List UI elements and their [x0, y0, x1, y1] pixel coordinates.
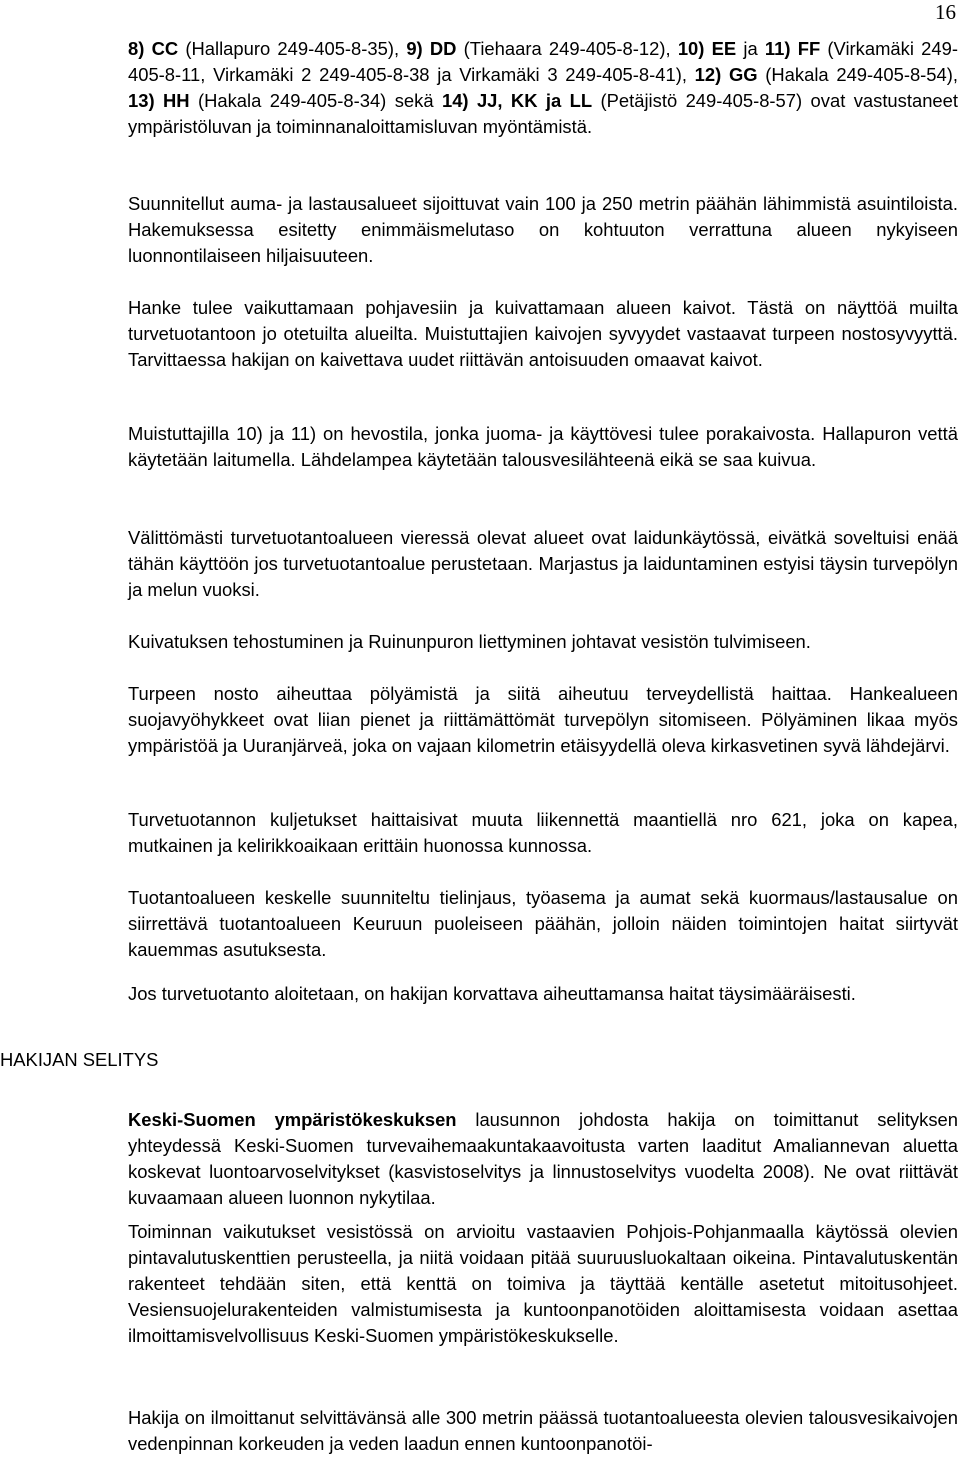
paragraph [128, 981, 958, 1007]
text-run: Hakija on ilmoittanut selvittävänsä alle 300 metrin päässä tuotantoalueesta olevien talousvesikaivojen vedenpinnan korkeuden ja veden laadun ennen kuntoonpanotöi- [128, 1407, 958, 1454]
bold-text-run: 12) GG [694, 64, 758, 85]
text-run: Hanke tulee vaikuttamaan pohjavesiin ja kuivattamaan alueen kaivot. Tästä on näyttöä muilta turvetuotantoon jo otetuilta alueilta. Muistuttajien kaivojen syvyydet vastaavat turpeen nostosyvyyttä. Tarvittaessa hakijan on kaivettava uudet riittävän antoisuuden omaavat kaivot. [128, 297, 958, 370]
bold-text-run: 10) EE [677, 38, 737, 59]
text-run: Turvetuotannon kuljetukset haittaisivat muuta liikennettä maantiellä nro 621, joka on kapea, mutkainen ja kelirikkoaikaan erittäin huonossa kunnossa. [128, 809, 958, 856]
paragraph [128, 629, 958, 655]
bold-text-run: 8) CC [128, 38, 179, 59]
paragraph [128, 1107, 958, 1211]
bold-text-run: 9) DD [406, 38, 457, 59]
text-run: (Hakala 249-405-8-54), [757, 64, 959, 85]
text-run: (Hakala 249-405-8-34) sekä [189, 90, 442, 111]
bold-text-run: 11) FF [764, 38, 821, 59]
text-run: Välittömästi turvetuotantoalueen vieressä olevat alueet ovat laidunkäytössä, eivätkä soveltuisi enää tähän käyttöön jos turvetuotantoalue perustetaan. Marjastus ja laiduntaminen estyisi täysin turvepölyn ja melun vuoksi. [128, 527, 958, 600]
text-run: (Virkamäki 249-405-8-11, Virkamäki 2 249-405-8-38 ja Virkamäki 3 249-405-8-41), [128, 38, 958, 85]
text-run: lausunnon johdosta hakija on toimittanut selityksen yhteydessä Keski-Suomen turvevaihemaakuntakaavoitusta varten laaditut Amaliannevan aluetta koskevat luontoarvoselvitykset (kasvistoselvitys ja linnustoselvitys vuodelta 2008). Ne ovat riittävät kuvaamaan alueen luonnon nykytilaa. [128, 1109, 958, 1208]
paragraph [128, 807, 958, 859]
paragraph [128, 421, 958, 473]
text-run: Jos turvetuotanto aloitetaan, on hakijan korvattava aiheuttamansa haitat täysimääräisesti. [128, 983, 856, 1004]
paragraph [128, 295, 958, 373]
page-number: 16 [935, 0, 956, 24]
text-run: (Petäjistö 249-405-8-57) ovat vastustaneet ympäristöluvan ja toiminnanaloittamisluvan myöntämistä. [128, 90, 958, 137]
text-run: Turpeen nosto aiheuttaa pölyämistä ja siitä aiheutuu terveydellistä haittaa. Hankealueen suojavyöhykkeet ovat liian pienet ja riittämättömät turvepölyn sitomiseen. Pölyäminen likaa myös ympäristöä ja Uuranjärveä, joka on vajaan kilometrin etäisyydellä oleva kirkasvetinen syvä lähdejärvi. [128, 683, 958, 756]
text-run: ja [736, 38, 765, 59]
text-run: Toiminnan vaikutukset vesistössä on arvioitu vastaavien Pohjois-Pohjanmaalla käytössä olevien pintavalutuskenttien perusteella, ja niitä voidaan pitää suuruusluokaltaan oikeina. Pintavalutuskentän rakenteet tehdään siten, että kenttä on toimiva ja täyttää kentälle asetetut mitoitusohjeet. Vesiensuojelurakenteiden valmistumisesta ja kuntoonpanotöiden aloittamisesta voidaan asettaa ilmoittamisvelvollisuus Keski-Suomen ympäristökeskukselle. [128, 1221, 958, 1346]
paragraph [128, 885, 958, 963]
bold-text-run: 14) JJ, KK ja LL [441, 90, 593, 111]
paragraph [128, 681, 958, 759]
paragraph [128, 36, 958, 140]
text-run: Tuotantoalueen keskelle suunniteltu tielinjaus, työasema ja aumat sekä kuormaus/lastausalue on siirrettävä tuotantoalueen Keuruun puoleiseen päähän, jolloin näiden toimintojen haitat siirtyvät kauemmas asutuksesta. [128, 887, 958, 960]
bold-text-run: Keski-Suomen ympäristökeskuksen [128, 1109, 457, 1130]
text-run: Kuivatuksen tehostuminen ja Ruinunpuron liettyminen johtavat vesistön tulvimiseen. [128, 631, 811, 652]
paragraph [128, 191, 958, 269]
text-run: (Tiehaara 249-405-8-12), [456, 38, 678, 59]
text-run: Muistuttajilla 10) ja 11) on hevostila, jonka juoma- ja käyttövesi tulee porakaivosta. Hallapuron vettä käytetään laitumella. Lähdelampea käytetään talousvesilähteenä eikä se saa kuivua. [128, 423, 958, 470]
section-heading-hakijan-selitys: HAKIJAN SELITYS [0, 1049, 159, 1070]
text-run: (Hallapuro 249-405-8-35), [178, 38, 407, 59]
paragraph [128, 1405, 958, 1457]
paragraph [128, 525, 958, 603]
text-run: Suunnitellut auma- ja lastausalueet sijoittuvat vain 100 ja 250 metrin päähän lähimmistä asuintiloista. Hakemuksessa esitetty enimmäismelutaso on kohtuuton verrattuna alueen nykyiseen luonnontilaiseen hiljaisuuteen. [128, 193, 958, 266]
paragraph [128, 1219, 958, 1349]
bold-text-run: 13) HH [128, 90, 190, 111]
